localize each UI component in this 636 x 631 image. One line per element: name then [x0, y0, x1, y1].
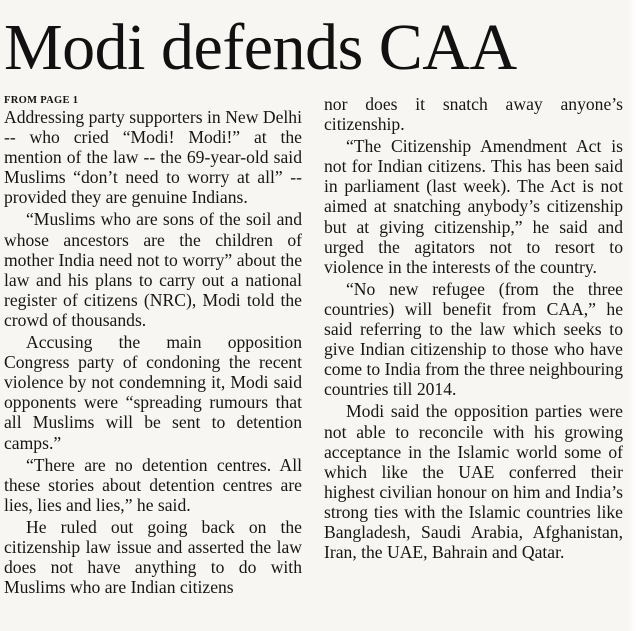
- paragraph: “No new refugee (from the three countries) will benefit from CAA,” he said referring to the law which seeks to give Indian citizenship to those who have come to India from the three neighbouring countries till 2014.: [324, 278, 623, 400]
- article-column-right: [324, 94, 623, 564]
- article-column-left: [4, 94, 302, 599]
- paragraph: “The Citizenship Amendment Act is not for Indian citizens. This has been said in parliament (last week). The Act is not aimed at snatching anybody’s citizenship but at giving citizenship,” he said and urged the agitators not to resort to violence in the interests of the country.: [324, 136, 623, 277]
- headline: Modi defends CAA: [4, 11, 517, 84]
- page-edge: [628, 0, 636, 631]
- paragraph: nor does it snatch away anyone’s citizenship.: [324, 94, 623, 135]
- paragraph: Addressing party supporters in New Delhi -- who cried “Modi! Modi!” at the mention of the law -- the 69-year-old said Muslims “don’t need to worry at all” -- provided they are genuine Indians.: [4, 107, 302, 208]
- paragraph: Modi said the opposition parties were not able to reconcile with his growing acceptance in the Islamic world some of which like the UAE conferred their highest civilian honour on him and India’s strong ties with the Islamic countries like Bangladesh, Saudi Arabia, Afghanistan, Iran, the UAE, Bahrain and Qatar.: [324, 401, 623, 563]
- paragraph: “Muslims who are sons of the soil and whose ancestors are the children of mother India need not to worry” about the law and his plans to carry out a national register of citizens (NRC), Modi told the crowd of thousands.: [4, 209, 302, 330]
- paragraph: He ruled out going back on the citizenship law issue and asserted the law does not have anything to do with Muslims who are Indian citizens: [4, 516, 302, 598]
- paragraph: Accusing the main opposition Congress party of condoning the recent violence by not condemning it, Modi said opponents were “spreading rumours that all Muslims will be sent to detention camps.”: [4, 332, 302, 453]
- paragraph: “There are no detention centres. All these stories about detention centres are lies, lies and lies,” he said.: [4, 454, 302, 515]
- continuation-kicker: FROM PAGE 1: [4, 95, 79, 106]
